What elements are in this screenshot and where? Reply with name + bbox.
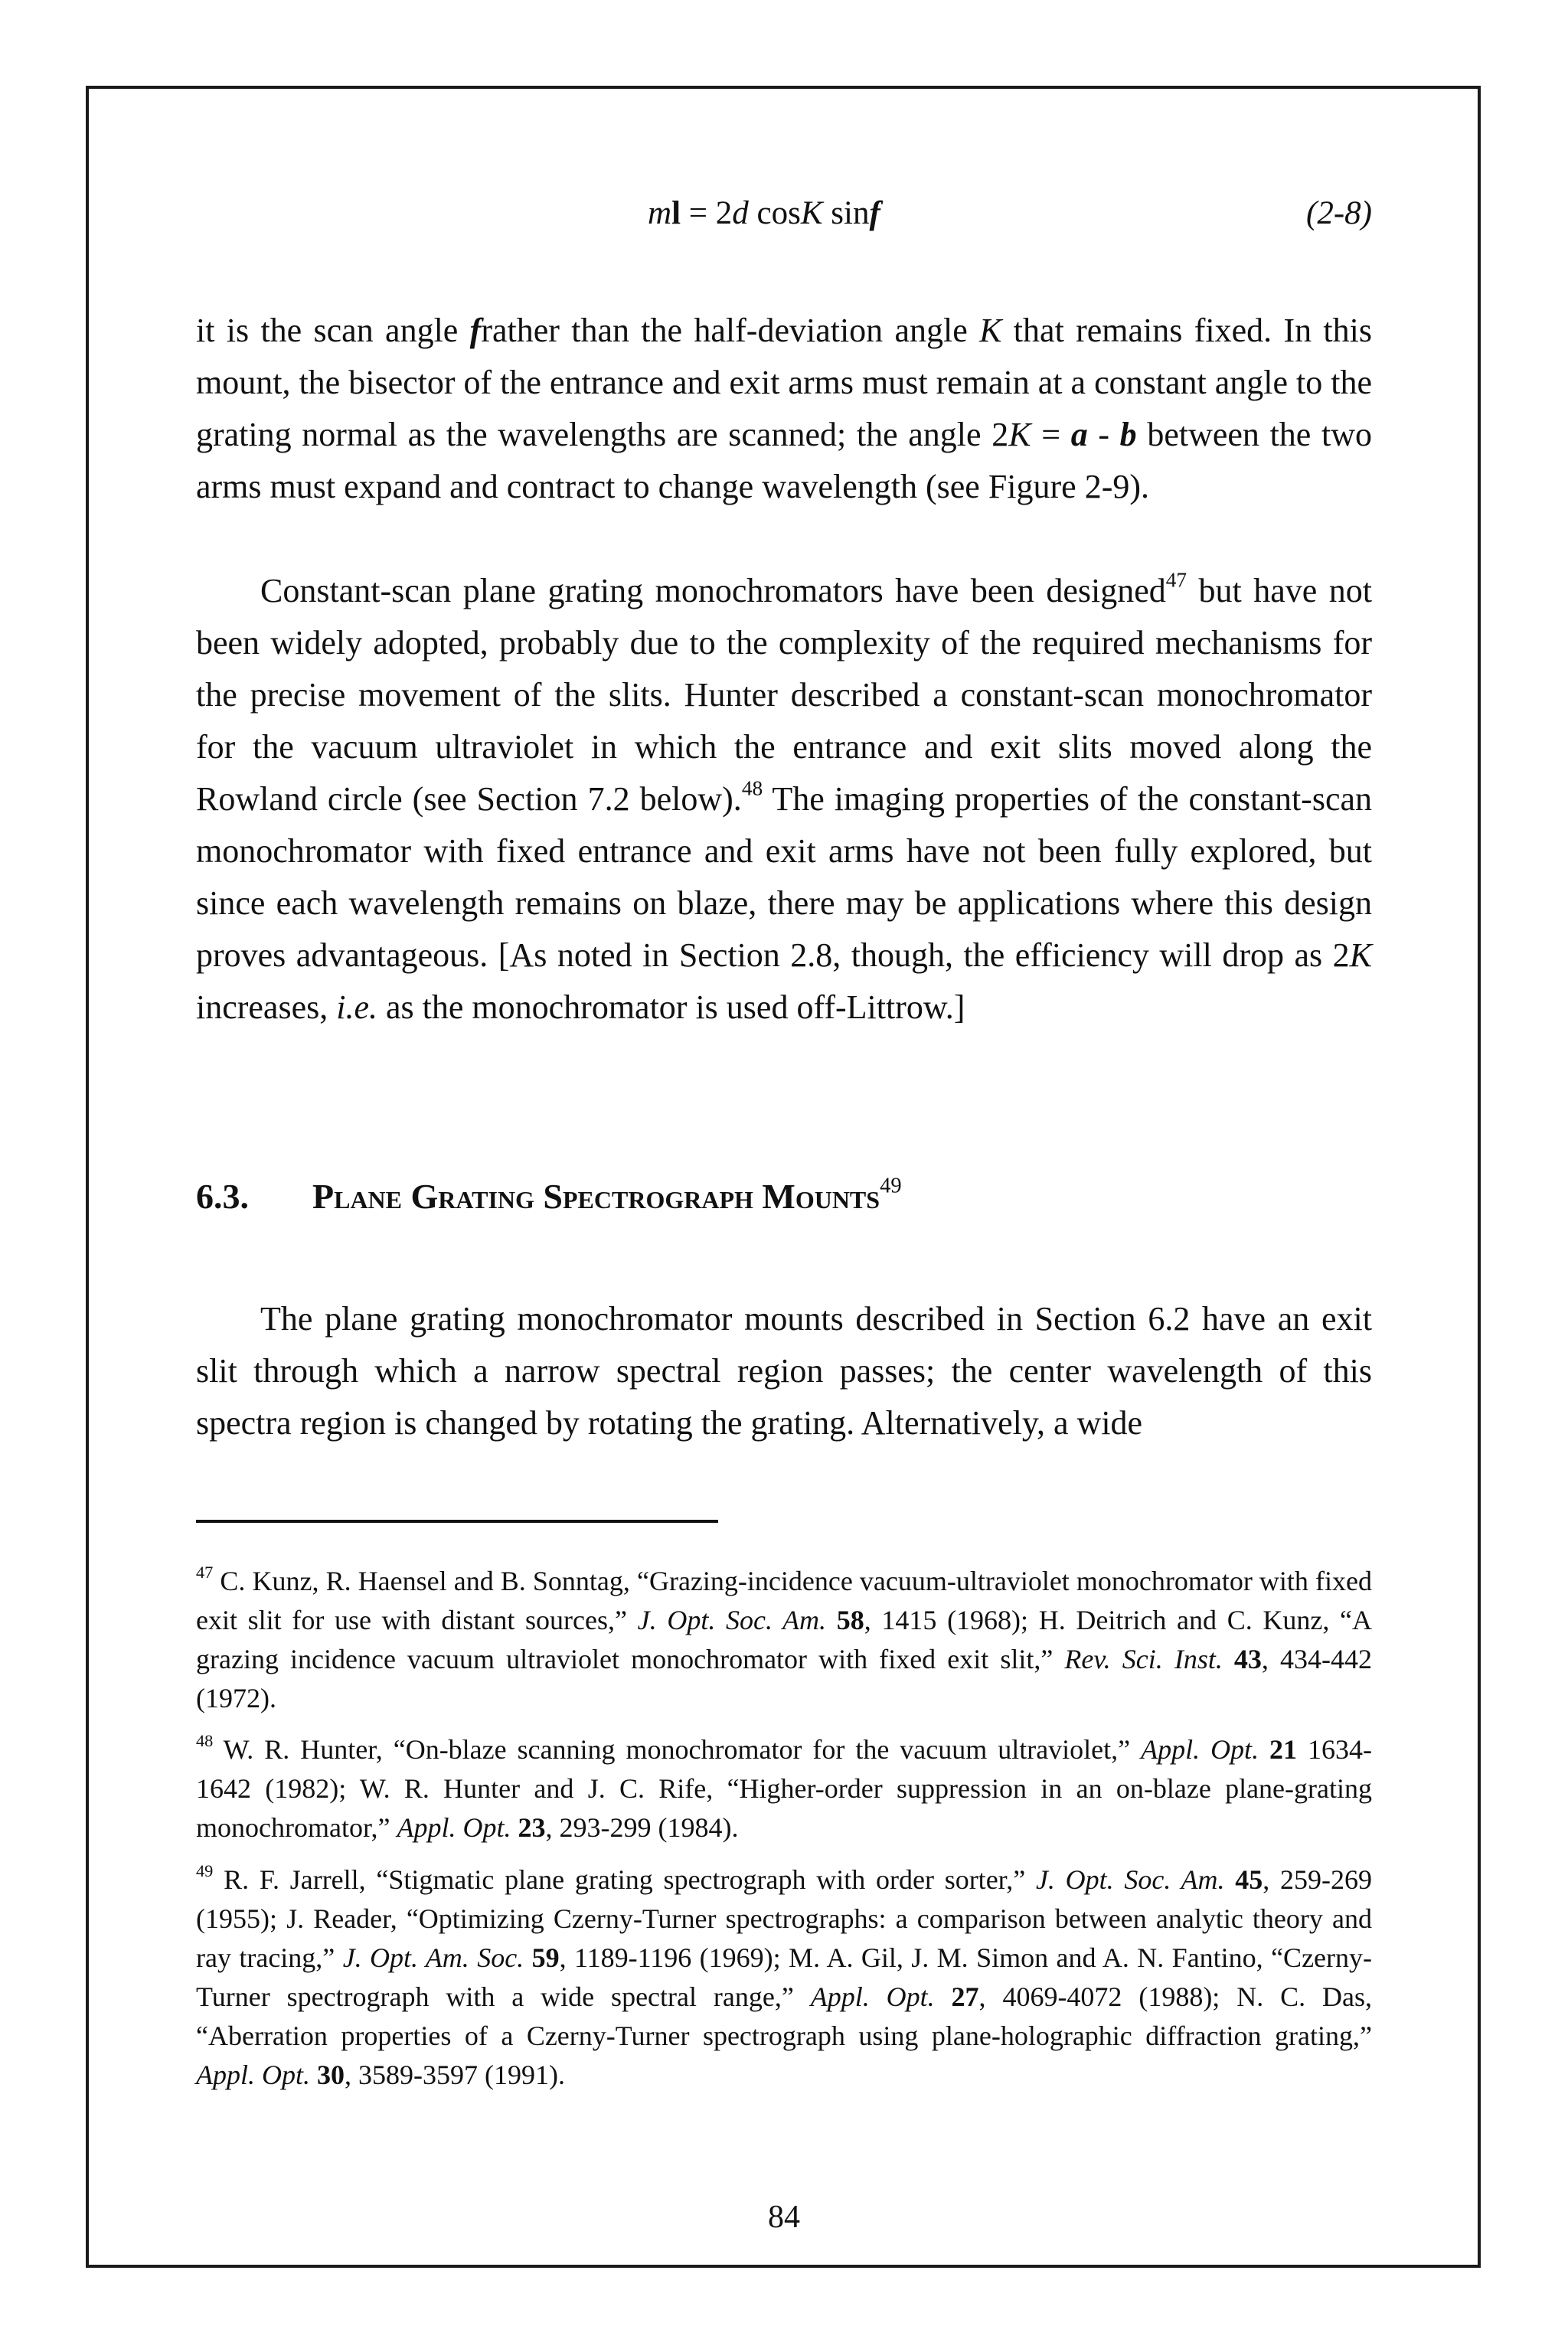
eq-cos: cos [748,195,801,231]
eq-sin: sin [822,195,870,231]
journal-name: Appl. Opt. [810,1981,935,2012]
footnote-number: 47 [196,1562,214,1582]
equation-number: (2-8) [1306,195,1372,231]
volume-number: 27 [951,1981,979,2012]
footnote-49: $^{49}$ R. F. Jarrell, “Stigmatic plane grating spectrograph with order sorter,” J. Opt. Soc. Am. 45, 259-269 (1955); J. Reader, “Optimizing Czerny-Turner spectrographs: a comparison between analytic theory and ray tracing,” J. Opt. Am. Soc. 59, 1189-1196 (1969); M. A. Gil, J. M. Simon and A. N. Fantino, “Czerny-Turner spectrograph with a wide spectral range,” Appl. Opt. 27, 4069-4072 (1988); N. C. Das, “Aberration properties of a Czerny-Turner spectrograph using plane-holographic diffraction grating,” Appl. Opt. 30, 3589-3597 (1991). [196,1860,1373,2090]
symbol-k: K [979,312,1002,349]
volume-number: 21 [1269,1734,1298,1765]
journal-name: Appl. Opt. [1141,1734,1259,1765]
footnote-separator [196,1520,718,1523]
journal-name: J. Opt. Soc. Am. [637,1605,827,1635]
eq-symbol-lambda: l [671,195,681,231]
equation-body [648,194,880,232]
section-title: Plane Grating Spectrograph Mounts [312,1177,880,1216]
eq-var-m: m [648,195,672,231]
journal-name: J. Opt. Am. Soc. [342,1942,524,1973]
symbol-phi: f [469,312,482,349]
volume-number: 30 [317,2060,345,2090]
volume-number: 45 [1235,1864,1263,1895]
footnote-ref-49[interactable]: 49 [880,1174,902,1198]
eq-equals-two: = 2 [681,195,733,231]
paragraph-3: The plane grating monochromator mounts described in Section 6.2 have an exit slit through which a narrow spectral region passes; the center wavelength of this spectra region is changed by rotating the grating. Alternatively, a wide [196,1300,1372,1442]
footnote-number: 48 [196,1730,214,1750]
equation-2-8 [196,194,1372,248]
footnote-48: $^{48}$ W. R. Hunter, “On-blaze scanning monochromator for the vacuum ultraviolet,” Appl. Opt. 21 1634-1642 (1982); W. R. Hunter and J. C. Rife, “Higher-order suppression in an on-blaze plane-grating monochromator,” Appl. Opt. 23, 293-299 (1984). [196,1730,1372,1843]
paragraph-2: Constant-scan plane grating monochromators have been designed$^{47}$ but have not been widely adopted, probably due to the complexity of the required mechanisms for the precise movement of the slits. Hunter described a constant-scan monochromator for the vacuum ultraviolet in which the entrance and exit slits moved along the Rowland circle (see Section 7.2 below).$^{48}$ The imaging properties of the constant-scan monochromator with fixed entrance and exit arms have not been fully explored, but since each wavelength remains on blaze, there may be applications where this design proves advantageous. [As noted in Section 2.8, though, the efficiency will drop as 2K increases, i.e. as the monochromator is used off-Littrow.] [196,568,1372,1026]
volume-number: 58 [836,1605,864,1635]
journal-name: Appl. Opt. [397,1812,511,1843]
journal-name: Appl. Opt. [196,2060,310,2090]
footnote-ref-47[interactable]: 47 [1165,568,1187,592]
paragraph-1: it is the scan angle frather than the half-deviation angle K that remains fixed. In this mount, the bisector of the entrance and exit arms must remain at a constant angle to the grating normal as the wavelengths are scanned; the angle 2K = a - b between the two arms must expand and contract to change wavelength (see Figure 2-9). [196,312,1373,505]
section-number: 6.3. [196,1177,249,1216]
volume-number: 43 [1233,1644,1262,1674]
section-heading [196,1176,902,1217]
journal-name: J. Opt. Soc. Am. [1035,1864,1225,1895]
eq-var-k: K [800,195,823,231]
footnote-ref-48[interactable]: 48 [741,776,763,800]
symbol-k: K [1349,936,1372,974]
footnote-number: 49 [196,1860,214,1880]
volume-number: 23 [518,1812,546,1843]
journal-name: Rev. Sci. Inst. [1064,1644,1223,1674]
volume-number: 59 [531,1942,560,1973]
eq-var-d: d [732,195,749,231]
page-number: 84 [768,2200,800,2235]
symbol-beta: b [1119,416,1137,453]
symbol-k: K [1008,416,1031,453]
symbol-alpha: a [1070,416,1088,453]
footnote-47: $^{47}$ C. Kunz, R. Haensel and B. Sonntag, “Grazing-incidence vacuum-ultraviolet monochromator with fixed exit slit for use with distant sources,” J. Opt. Soc. Am. 58, 1415 (1968); H. Deitrich and C. Kunz, “A grazing incidence vacuum ultraviolet monochromator with fixed exit slit,” Rev. Sci. Inst. 43, 434-442 (1972). [196,1562,1373,1713]
eq-symbol-phi: f [869,195,880,231]
